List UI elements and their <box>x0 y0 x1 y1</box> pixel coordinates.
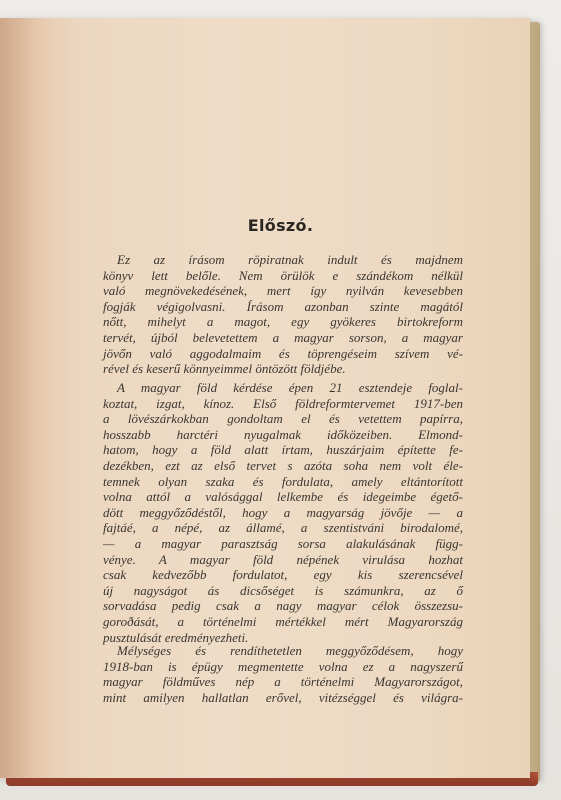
text-line: jövőn való aggodalmaim és töprengéseim szívem vé- <box>103 345 463 361</box>
text-line: hatom, hogy a föld alatt írtam, huszárjaim építette fe- <box>103 442 463 458</box>
text-line: pusztulását eredményezheti. <box>103 629 249 645</box>
text-line: a lövészárkokban gondoltam el és vetettem papírra, <box>103 411 463 427</box>
paragraph <box>103 380 463 645</box>
text-line: A magyar föld kérdése épen 21 esztendeje foglal- <box>117 380 463 395</box>
text-line: vénye. A magyar föld népének virulása hozhat <box>103 551 463 567</box>
text-line: dött meggyőződéstől, hogy a magyarság jövője — a <box>103 504 463 520</box>
text-line: fajtáé, a népé, az államé, a szentistváni birodalomé, <box>103 520 463 536</box>
text-line: sorvadása pedig csak a nagy magyar célok összezsu- <box>103 598 463 614</box>
paragraph <box>103 643 463 705</box>
text-line: tervét, újból belevetettem a magyar sorson, a magyar <box>103 329 463 345</box>
text-line: nőtt, mihelyt a magot, egy gyökeres birtokreform <box>103 314 463 330</box>
text-line: hosszabb harctéri nyugalmak időközeiben. Elmond- <box>103 426 463 442</box>
text-line: — a magyar parasztság sorsa alakulásának függ- <box>103 535 463 551</box>
text-line: fogják végigolvasni. Írásom azonban szinte magától <box>103 298 463 314</box>
text-line: Ez az írásom röpiratnak indult és majdnem <box>117 252 463 267</box>
text-line: való megnövekedésének, mert így nyilván kevesebben <box>103 283 463 299</box>
text-line: 1918-ban is épügy megmentette volna ez a nagyszerű <box>103 658 463 674</box>
text-line: Mélységes és rendíthetetlen meggyőződésem, hogy <box>117 643 463 658</box>
text-line: rével és keserű könnyeimmel öntözött földjébe. <box>103 361 346 377</box>
text-line: temnek olyan szaka és fordulata, amely eltántorított <box>103 473 463 489</box>
text-line: mint amilyen hallatlan erővel, vitézséggel és világra- <box>103 689 463 705</box>
text-line: koztat, izgat, kínoz. Első földreformtervemet 1917-ben <box>103 395 463 411</box>
text-line: dezékben, ezt az első tervet s azóta soha nem volt éle- <box>103 457 463 473</box>
text-line: könyv lett belőle. Nem örülök e szándékom nélkül <box>103 267 463 283</box>
paragraph <box>103 252 463 377</box>
text-line: goroðását, a történelmi mértékkel mért Magyarország <box>103 613 463 629</box>
text-line: volna attól a valósággal lelkembe és idegeimbe égető- <box>103 489 463 505</box>
text-line: magyar földműves nép a történelmi Magyarországot, <box>103 674 463 690</box>
page-title: Előszó. <box>247 216 314 235</box>
text-line: új nagyságot ás dicsőséget is számunkra, az ő <box>103 582 463 598</box>
text-line: csak kedvezőbb fordulatot, egy kis szerencsével <box>103 567 463 583</box>
